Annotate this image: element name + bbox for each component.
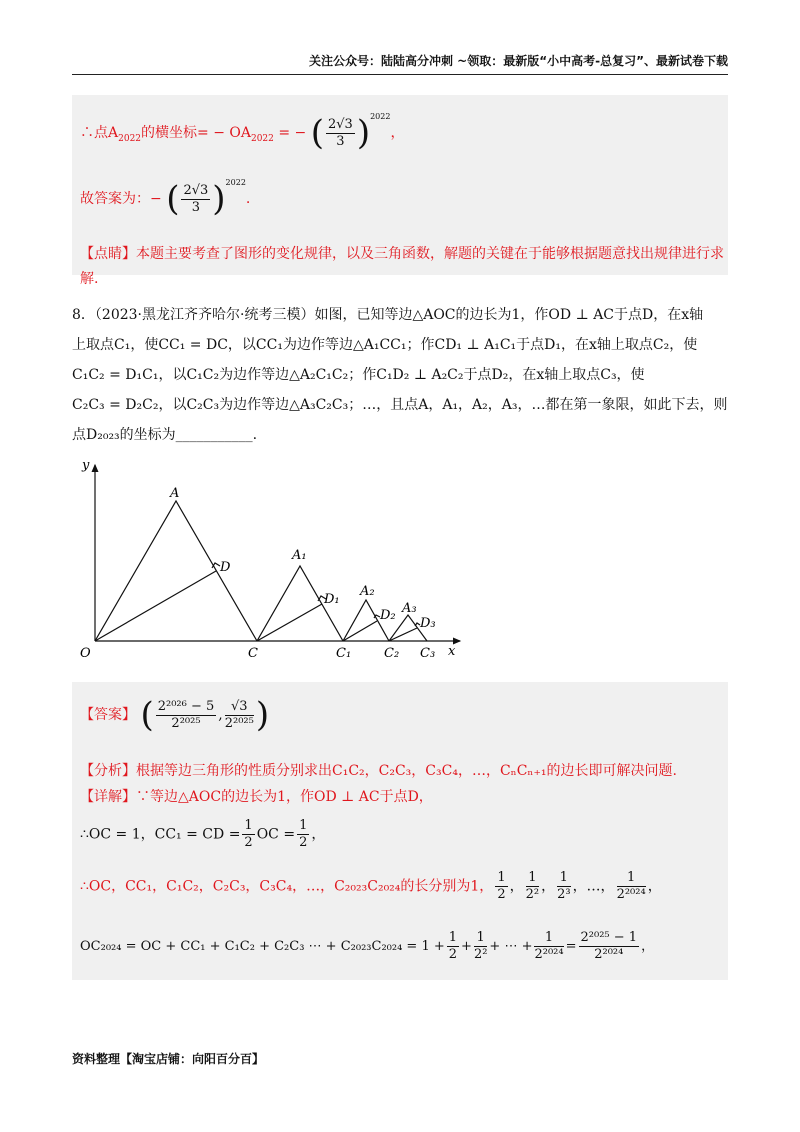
text: = −	[273, 125, 307, 141]
text: 如图，已知等边△AOC的边长为1，作OD ⊥ AC于点D，在x轴	[314, 307, 704, 323]
den: 2²⁰²⁴	[616, 887, 646, 902]
fraction	[297, 818, 309, 851]
label: 【详解】	[80, 789, 136, 805]
right-angle-D	[212, 563, 220, 568]
segment-CD1	[257, 604, 322, 641]
den: 2²⁰²⁴	[534, 947, 564, 962]
paren-right: )	[356, 113, 371, 153]
fraction	[447, 930, 459, 963]
den: 2³	[557, 887, 571, 902]
answer-row: 【答案】 ( $\frac{\text{2²⁰²⁶ − 5}}{\text{2²⁰²⁵}}$ , $\frac{√3}{\text{2²⁰²⁵}}$ )	[80, 695, 270, 735]
den: 2²⁰²⁴	[594, 947, 624, 962]
sub: 2022	[250, 133, 274, 144]
fraction	[557, 870, 570, 903]
text: +	[461, 939, 472, 954]
text: ∴OC，CC₁，C₁C₂，C₂C₃，C₃C₄，…，C₂₀₂₃C₂₀₂₄的长分别为1，	[80, 878, 494, 895]
header-text: 关注公众号：陆陆高分冲刺 ~领取：最新版“小中高考-总复习”、最新试卷下载	[309, 54, 728, 68]
den: 2²	[473, 947, 488, 962]
den: 2	[244, 835, 253, 850]
comment-line	[80, 243, 724, 263]
answer-line	[80, 178, 250, 219]
paren-left: (	[166, 179, 180, 219]
num: 1	[448, 930, 458, 945]
text: =	[565, 939, 577, 954]
num: 1	[617, 870, 646, 887]
den: 3	[336, 133, 345, 149]
label-A1: A₁	[292, 548, 307, 563]
text: ，	[311, 826, 326, 843]
detail-row	[80, 786, 433, 806]
den: 2	[448, 947, 458, 962]
footer-text: 资料整理【淘宝店铺：向阳百分百】	[72, 1052, 265, 1066]
question-line-2: 上取点C₁，使CC₁ = DC，以CC₁为边作等边△A₁CC₁；作CD₁ ⊥ A₁C₁于点D₁，在x轴上取点C₂，使	[72, 337, 698, 353]
den: 2²	[525, 887, 540, 902]
qnum: 8．	[72, 307, 95, 323]
den: 2²⁰²⁵	[171, 715, 201, 731]
question-line-4: C₂C₃ = D₂C₂，以C₂C₃为边作等边△A₃C₂C₃；…，且点A，A₁，A₂，A₃，…都在第一象限，如此下去，则	[72, 397, 728, 413]
sub: 2022	[118, 133, 142, 144]
label-D2: D₂	[380, 608, 396, 623]
triangle-AOC	[95, 501, 257, 641]
num: 2²⁰²⁶ − 5	[157, 698, 215, 714]
label-C2: C₂	[384, 646, 400, 660]
num: 1	[526, 870, 539, 887]
num: 1	[534, 930, 563, 947]
num: 2√3	[327, 116, 353, 132]
page-header	[72, 52, 728, 75]
label-O: O	[80, 646, 91, 660]
text: 解.	[80, 271, 99, 287]
label-C1: C₁	[336, 646, 352, 660]
fraction	[242, 818, 254, 851]
paren-right: )	[212, 179, 226, 219]
exp: 2022	[370, 112, 391, 121]
paren-right: )	[255, 695, 270, 735]
text: ，	[390, 125, 405, 141]
label-D1: D₁	[324, 592, 340, 607]
text: ，…，	[572, 878, 615, 895]
text: 故答案为：−	[80, 191, 162, 207]
detail-line-3	[80, 930, 654, 963]
text: OC =	[256, 826, 296, 843]
fraction	[579, 930, 640, 963]
detail-line-2: ∴OC，CC₁，C₁C₂，C₂C₃，C₃C₄，…，C₂₀₂₃C₂₀₂₄的长分别为1， $\frac{1}{2}$ ， $\frac{1}{\text{2²}}$ ， $\frac{1}{\text{2³}}$ ，…， $\frac{1}{\text{2²⁰²⁴}}$ ，	[80, 870, 662, 902]
text: ，	[647, 878, 662, 895]
num: 1	[299, 818, 308, 833]
label-A: A	[170, 486, 180, 501]
label-x: x	[448, 644, 456, 659]
text: 根据等边三角形的性质分别求出C₁C₂，C₂C₃，C₃C₄，…，CₙCₙ₊₁的边长即可解决问题.	[136, 763, 677, 779]
fraction	[326, 117, 355, 150]
detail-line-1	[80, 818, 325, 851]
num: 1	[557, 870, 570, 887]
label-C: C	[248, 646, 258, 660]
fraction	[474, 930, 487, 963]
text: 本题主要考查了图形的变化规律，以及三角函数，解题的关键在于能够根据题意找出规律进行求	[136, 246, 724, 262]
num: 1	[497, 870, 506, 885]
fraction	[617, 870, 646, 903]
fraction	[181, 183, 210, 216]
label-C3: C₃	[420, 646, 436, 660]
text: ∴OC = 1，CC₁ = CD =	[80, 826, 241, 843]
fraction	[495, 870, 507, 903]
analysis-row	[80, 760, 677, 780]
label: 【答案】	[80, 707, 136, 723]
fraction	[534, 930, 563, 963]
num: √3	[225, 699, 254, 716]
question-line-1	[72, 300, 728, 330]
comment-line-2	[80, 268, 98, 288]
fraction	[225, 699, 254, 732]
label-A2: A₂	[360, 584, 375, 599]
paren-left: (	[140, 695, 154, 735]
text: ∴点A	[80, 125, 119, 141]
label: 【点睛】	[80, 246, 136, 262]
question-line-5: 点D₂₀₂₃的坐标为___________.	[72, 427, 258, 443]
result-line	[80, 112, 404, 153]
num: 1	[474, 930, 487, 947]
num: 2√3	[183, 182, 209, 198]
den: 3	[191, 199, 200, 215]
den: 2	[299, 835, 308, 850]
geometry-figure	[70, 455, 470, 660]
label-A3: A₃	[402, 601, 417, 616]
text: .	[245, 191, 251, 207]
exp: 2022	[225, 178, 246, 187]
text: OC₂₀₂₄ = OC + CC₁ + C₁C₂ + C₂C₃ ⋯ + C₂₀₂₃C₂₀₂₄ = 1 +	[80, 939, 445, 954]
num: 2²⁰²⁵ − 1	[580, 930, 638, 945]
question-8	[72, 300, 728, 450]
label: 【分析】	[80, 763, 136, 779]
label-y: y	[82, 458, 90, 473]
fraction	[156, 699, 217, 732]
den: 2²⁰²⁵	[224, 715, 254, 731]
label-D: D	[220, 560, 231, 575]
text: ，	[641, 939, 655, 954]
qsource: （2023·黑龙江齐齐哈尔·统考三模）	[94, 307, 315, 323]
num: 1	[244, 818, 253, 833]
paren-left: (	[310, 113, 324, 153]
text: 的横坐标= − OA	[141, 125, 251, 141]
label-D3: D₃	[420, 616, 436, 631]
segment-OD	[95, 571, 216, 641]
fraction	[526, 870, 539, 903]
text: + ⋯ +	[489, 939, 533, 954]
page-footer	[72, 1050, 264, 1067]
text: ∵等边△AOC的边长为1，作OD ⊥ AC于点D，	[136, 789, 433, 805]
den: 2	[497, 887, 506, 902]
question-line-3: C₁C₂ = D₁C₁，以C₁C₂为边作等边△A₂C₁C₂；作C₁D₂ ⊥ A₂C₂于点D₂，在x轴上取点C₃，使	[72, 367, 645, 383]
